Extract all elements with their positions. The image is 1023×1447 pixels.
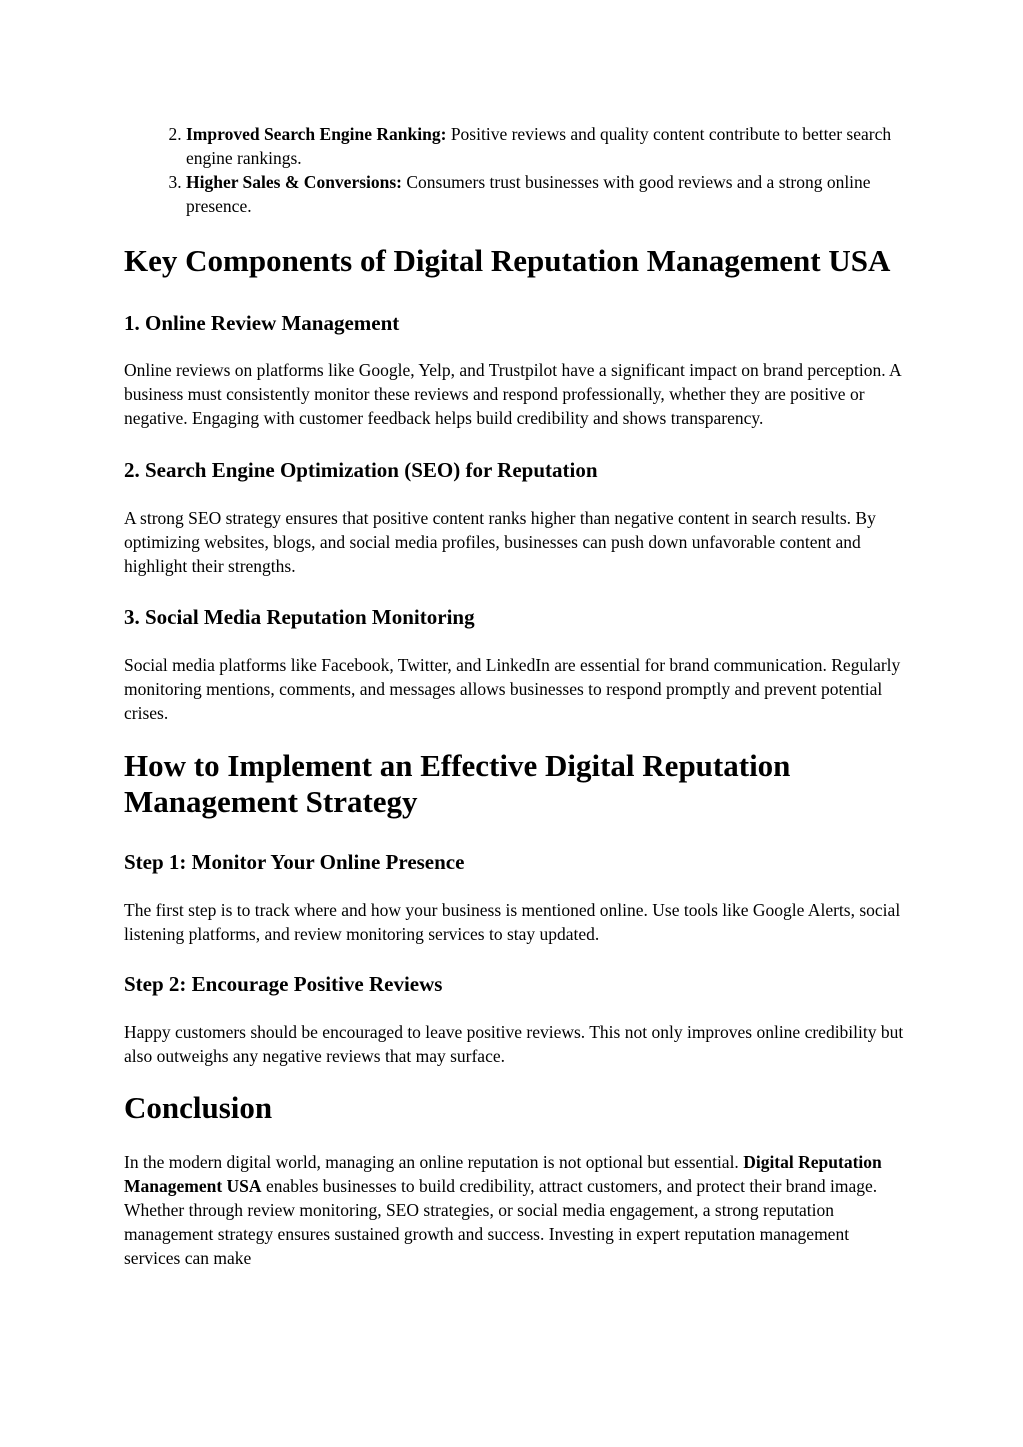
seo-heading: 2. Search Engine Optimization (SEO) for Reputation xyxy=(124,458,598,482)
conclusion-rest: enables businesses to build credibility, attract customers, and protect their brand image. Whether through review monitoring, SEO strategies, or social media engagement, a strong reputation management strategy ensures sustained growth and success. Investing in expert reputation management services can make xyxy=(124,1176,878,1268)
key-components-heading: Key Components of Digital Reputation Management USA xyxy=(124,243,891,278)
online-review-heading: 1. Online Review Management xyxy=(124,311,400,335)
step-1-heading: Step 1: Monitor Your Online Presence xyxy=(124,850,465,874)
online-review-body: Online reviews on platforms like Google, Yelp, and Trustpilot have a significant impact on brand perception. A business must consistently monitor these reviews and respond professionally, whether they are positive or negative. Engaging with customer feedback helps build credibility and shows transparency. xyxy=(124,360,901,428)
social-media-heading: 3. Social Media Reputation Monitoring xyxy=(124,605,475,629)
step-2-heading: Step 2: Encourage Positive Reviews xyxy=(124,972,443,996)
implementation-heading: How to Implement an Effective Digital Reputation Management Strategy xyxy=(124,748,791,819)
conclusion-intro: In the modern digital world, managing an online reputation is not optional but essential. xyxy=(124,1152,744,1172)
conclusion-heading: Conclusion xyxy=(124,1090,273,1125)
benefits-list xyxy=(124,122,904,218)
step-2-body: Happy customers should be encouraged to leave positive reviews. This not only improves online credibility but also outweighs any negative reviews that may surface. xyxy=(124,1022,904,1066)
conclusion-bold-term: Digital Reputation Management USA xyxy=(124,1152,882,1196)
conclusion-body xyxy=(124,1150,904,1270)
social-media-body: Social media platforms like Facebook, Twitter, and LinkedIn are essential for brand communication. Regularly monitoring mentions, comments, and messages allows businesses to respond promptly and prevent potential crises. xyxy=(124,655,901,723)
document-page xyxy=(124,122,904,1270)
list-item xyxy=(186,122,904,170)
list-item-text: Consumers trust businesses with good reviews and a strong online presence. xyxy=(186,172,871,216)
seo-body: A strong SEO strategy ensures that positive content ranks higher than negative content in search results. By optimizing websites, blogs, and social media profiles, businesses can push down unfavorable content and highlight their strengths. xyxy=(124,508,876,576)
list-item-title: Higher Sales & Conversions: xyxy=(186,172,402,192)
step-1-body: The first step is to track where and how your business is mentioned online. Use tools like Google Alerts, social listening platforms, and review monitoring services to stay updated. xyxy=(124,900,901,944)
list-item-text: Positive reviews and quality content contribute to better search engine rankings. xyxy=(186,124,892,168)
list-item-title: Improved Search Engine Ranking: xyxy=(186,124,447,144)
list-item xyxy=(186,170,904,218)
